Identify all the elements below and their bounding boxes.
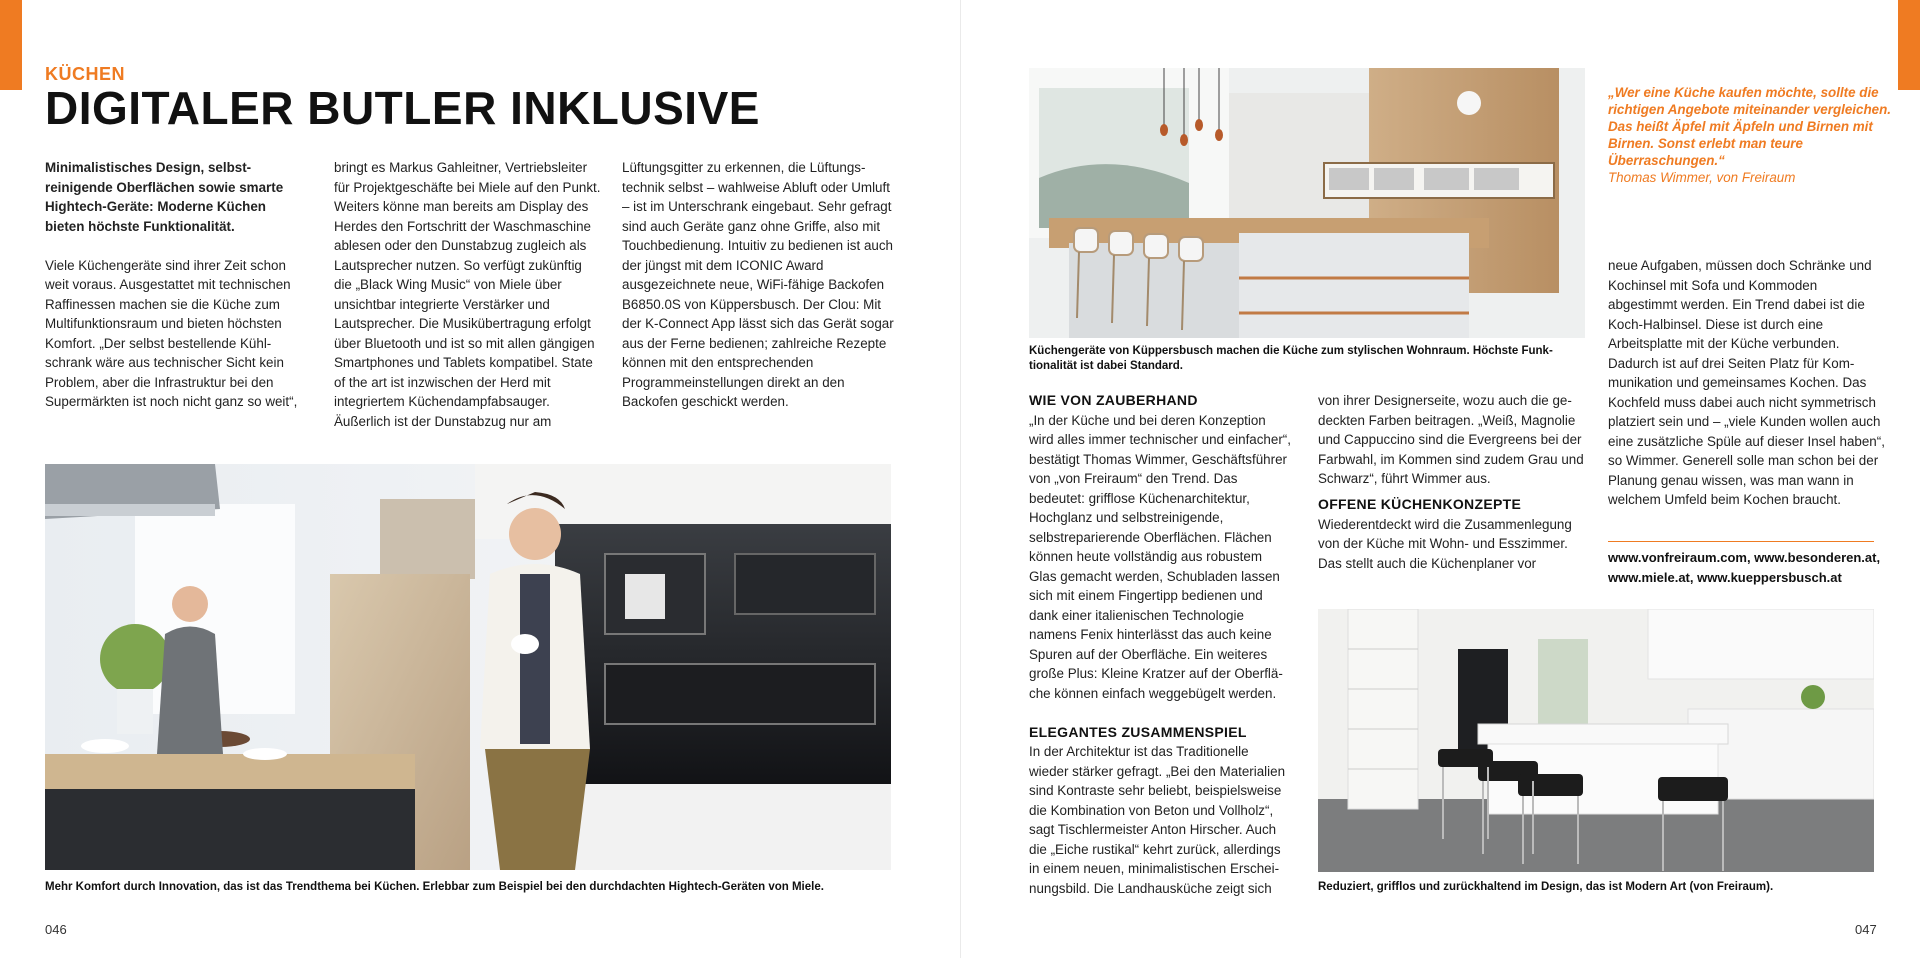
section-label: KÜCHEN bbox=[45, 64, 126, 84]
section-tab-left bbox=[0, 0, 22, 90]
body-paragraph: von ihrer Designerseite, wozu auch die gedeckten Farben beitragen. „Weiß, Magnolie und Cappuccino sind die Evergreens bei der Farbwahl, im Kommen sind zudem Grau und Schwarz“, führt Wimmer aus. bbox=[1318, 393, 1584, 486]
quote-author: Thomas Wimmer, von Freiraum bbox=[1608, 170, 1796, 185]
page-number: 047 bbox=[1855, 922, 1877, 937]
body-paragraph: Lüftungsgitter zu erkennen, die Lüftungstechnik selbst – wahlweise Abluft oder Umluft – ist im Unterschrank eingebaut. Sehr gefragt sind auch Geräte ganz ohne Griffe, also mit Touchbedienung. Intuitiv zu bedienen ist auch der jüngst mit dem ICONIC Award ausgezeichnete neue, WiFi-fähige Backofen B6850.0S von Küppersbusch. Der Clou: Mit der K-Connect App lässt sich das Gerät sogar aus der Ferne bedienen; zahlreiche Rezepte können mit den entsprechenden Programmeinstellungen direkt an den Backofen geschickt werden. bbox=[622, 160, 894, 409]
page-gutter bbox=[960, 0, 961, 958]
subheading: WIE VON ZAUBERHAND bbox=[1029, 392, 1198, 408]
subheading: ELEGANTES ZUSAMMENSPIEL bbox=[1029, 723, 1247, 740]
photo-caption: Mehr Komfort durch Innovation, das ist das Trendthema bei Küchen. Erlebbar zum Beispiel bei den durchdachten Hightech-Geräten von Miele. bbox=[45, 881, 824, 893]
pull-quote bbox=[1608, 84, 1898, 186]
kitchen-illustration bbox=[1029, 68, 1585, 338]
kueppersbusch-kitchen-photo bbox=[1029, 68, 1585, 338]
body-paragraph: Wiederentdeckt wird die Zusammenlegung von der Küche mit Wohn- und Esszimmer. Das stellt auch die Küchenplaner vor bbox=[1318, 516, 1572, 571]
body-paragraph: Viele Küchengeräte sind ihrer Zeit schon weit voraus. Ausgestattet mit technischen Raffinessen machen sie die Küche zum Multifunktionsraum und bieten höchsten Komfort. „Der selbst bestellende Kühlschrank wäre aus technischer Sicht kein Problem, aber die Infrastruktur bei den Supermärkten ist noch nicht ganz so weit“, bbox=[45, 257, 298, 409]
miele-kitchen-photo bbox=[45, 464, 891, 870]
section-tab-right bbox=[1898, 0, 1920, 90]
photo-caption: Küchengeräte von Küppersbusch machen die Küche zum stylischen Wohnraum. Höchste Funktionalität ist dabei Standard. bbox=[1029, 345, 1553, 372]
lead-paragraph: Minimalistisches Design, selbstreinigende Oberflächen sowie smarte Hightech-Geräte: Moderne Küchen bieten höchste Funktionalität. bbox=[45, 160, 284, 234]
web-links: www.vonfreiraum.com, www.besonderen.at, www.miele.at, www.kueppersbusch.at bbox=[1608, 550, 1881, 585]
right-column-1 bbox=[1029, 391, 1291, 918]
page-headline: DIGITALER BUTLER INKLUSIVE bbox=[45, 82, 760, 134]
right-column-3 bbox=[1608, 256, 1888, 529]
left-column-1 bbox=[45, 158, 303, 431]
kitchen-illustration bbox=[45, 464, 891, 870]
kitchen-illustration bbox=[1318, 609, 1874, 872]
left-column-3 bbox=[622, 158, 894, 431]
left-column-2 bbox=[334, 158, 602, 451]
freiraum-kitchen-photo bbox=[1318, 609, 1874, 872]
body-paragraph: neue Aufgaben, müssen doch Schränke und Kochinsel mit Sofa und Kommoden abgestimmt werden. Ein Trend dabei ist die Koch-Halbinsel. Diese ist durch eine Arbeitsplatte mit der Küche verbunden. Dadurch ist auf drei Seiten Platz für Kommunikation und gemeinsames Kochen. Das Kochfeld muss dabei auch nicht symmetrisch platziert sein und – „viele Kunden wollen auch eine zusätzliche Spüle auf dieser Insel haben“, so Wimmer. Generell solle man schon bei der Planung genau wissen, was man wann in welchem Umfeld beim Kochen braucht. bbox=[1608, 258, 1885, 507]
right-column-2 bbox=[1318, 391, 1588, 593]
page-number: 046 bbox=[45, 922, 67, 937]
body-paragraph: „In der Küche und bei deren Konzeption wird alles immer technischer und einfacher“, bestätigt Thomas Wimmer, Geschäftsführer von „von Freiraum“ den Trend. Das bedeutet: grifflose Küchenarchitektur, Hochglanz und selbstreinigende, selbstreparierende Oberflächen. Flächen können heute vollständig aus robustem Glas gemacht werden, Schubladen lassen sich mit einem Fingertipp bedienen und dank einer italienischen Technologie namens Fenix hinterlässt das auch keine Spuren auf der Oberfläche. Ein weiteres große Plus: Kleine Kratzer auf der Oberfläche können einfach weggebügelt werden. bbox=[1029, 412, 1291, 701]
quote-text: „Wer eine Küche kaufen möchte, sollte die richtigen Angebote miteinander vergleichen. Das heißt Äpfel mit Äpfeln und Birnen mit Birnen. Sonst erlebt man teure Überraschungen.“ bbox=[1608, 85, 1891, 168]
photo-caption: Reduziert, grifflos und zurückhaltend im Design, das ist Modern Art (von Freiraum). bbox=[1318, 881, 1774, 893]
subheading: OFFENE KÜCHENKONZEPTE bbox=[1318, 496, 1522, 512]
body-paragraph: In der Architektur ist das Traditionelle wieder stärker gefragt. „Bei den Materialien sind Kontraste sehr beliebt, beispielsweise die Kombination von Beton und Vollholz“, sagt Tischlermeister Anton Hirscher. Auch die „Eiche rustikal“ kehrt zurück, allerdings in einem neuen, minimalistischen Erscheinungsbild. Die Landhausküche zeigt sich bbox=[1029, 744, 1286, 896]
body-paragraph: bringt es Markus Gahleitner, Vertriebsleiter für Projektgeschäfte bei Miele auf den Punkt. Weiters könne man bereits am Display des Herdes den Fortschritt der Waschmaschine ablesen oder den Dunstabzug zugleich als Lautsprecher nutzen. So verfügt zukünftig die „Black Wing Music“ von Miele über unsichtbar integrierte Verstärker und Lautsprecher. Die Musikübertragung erfolgt über Bluetooth und ist so mit allen gängigen Smartphones und Tablets kompatibel. State of the art ist inzwischen der Herd mit integriertem Küchendampfabsauger. Äußerlich ist der Dunstabzug nur am bbox=[334, 160, 601, 429]
orange-rule bbox=[1608, 541, 1874, 542]
